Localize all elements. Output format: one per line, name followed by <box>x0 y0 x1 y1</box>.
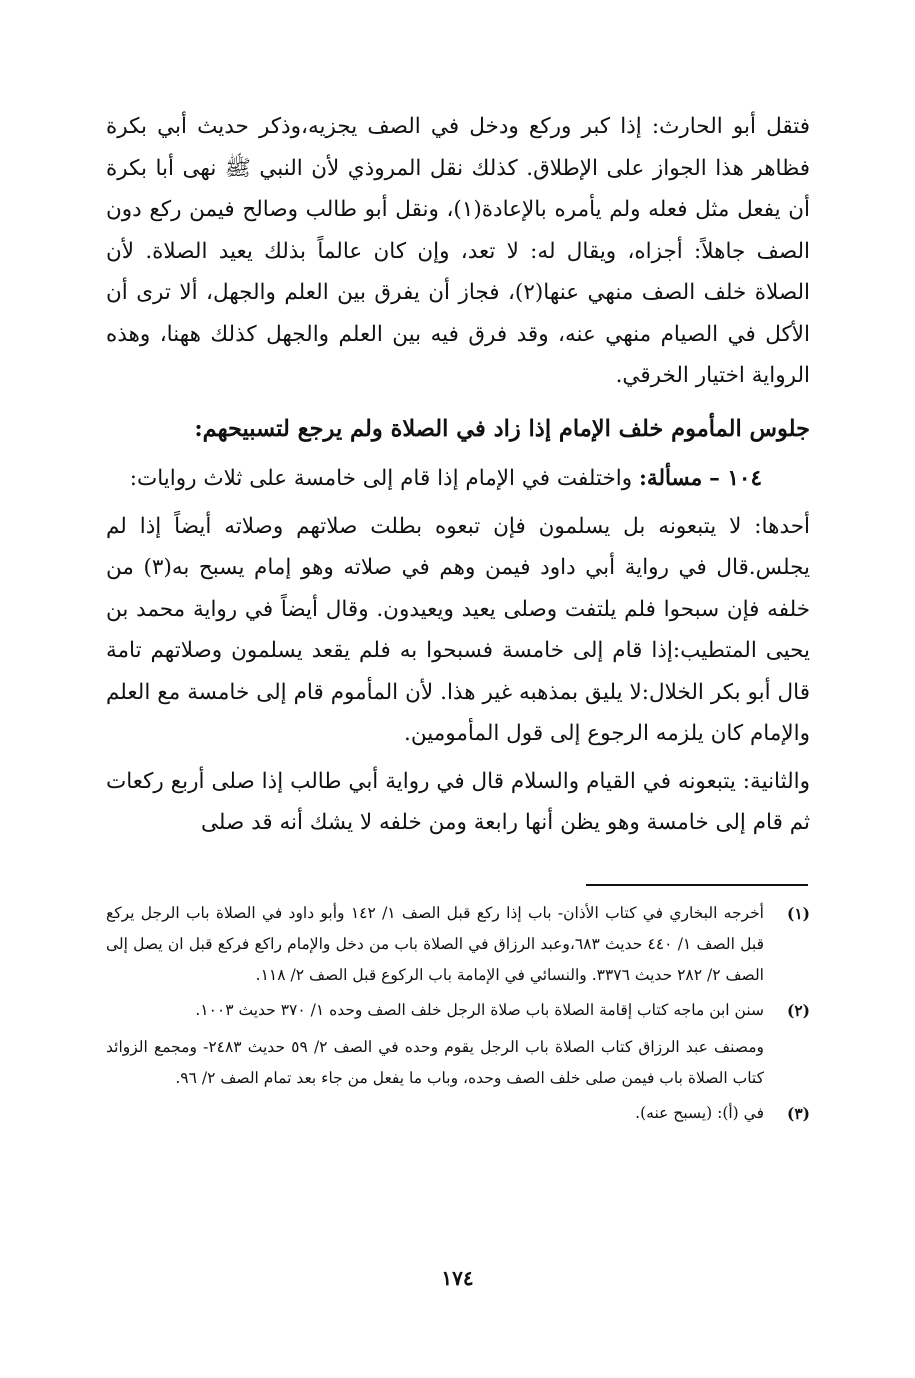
footnote-1 <box>106 898 810 991</box>
footnote-number: (١) <box>786 904 810 923</box>
footnote-3 <box>106 1098 810 1129</box>
footnotes <box>106 898 810 1129</box>
masala-paragraph <box>106 458 810 500</box>
paragraph-2: أحدها: لا يتبعونه بل يسلمون فإن تبعوه بطلت صلاتهم وصلاته أيضاً إذا لم يجلس.قال في رواية أبي داود فيمن وهم في صلاته وهو إمام يسبح به(٣) من خلفه فإن سبحوا فلم يلتفت وصلى يعيد ويعيدون. وقال أيضاً في رواية محمد بن يحيى المتطيب:إذا قام إلى خامسة فسبحوا به فلم يقعد يسلمون وصلاتهم تامة قال أبو بكر الخلال:لا يليق بمذهبه غير هذا. لأن المأموم قام إلى خامسة مع العلم والإمام كان يلزمه الرجوع إلى قول المأمومين. <box>106 513 811 746</box>
section-heading: جلوس المأموم خلف الإمام إذا زاد في الصلاة ولم يرجع لتسبيحهم: <box>194 415 810 442</box>
masala-label: مسألة: <box>638 466 703 491</box>
masala-text: واختلفت في الإمام إذا قام إلى خامسة على ثلاث روايات: <box>129 466 633 491</box>
paragraph-1: فتقل أبو الحارث: إذا كبر وركع ودخل في الصف يجزيه،وذكر حديث أبي بكرة فظاهر هذا الجواز على الإطلاق. كذلك نقل المروذي لأن النبي ﷺ نهى أبا بكرة أن يفعل مثل فعله ولم يأمره بالإعادة(١)، ونقل أبو طالب وصالح فيمن ركع دون الصف جاهلاً: أجزاه، ويقال له: لا تعد، وإن كان عالماً بذلك يعيد الصلاة. لأن الصلاة خلف الصف منهي عنها(٢)، فجاز أن يفرق بين العلم والجهل، ألا ترى أن الأكل في الصيام منهي عنه، وقد فرق فيه بين العلم والجهل كذلك ههنا، وهذه الرواية اختيار الخرقي. <box>106 114 811 388</box>
footnote-number: (٣) <box>786 1104 810 1123</box>
footnote-number: (٢) <box>786 1001 810 1020</box>
main-text <box>106 106 810 844</box>
footnote-2-continuation: ومصنف عبد الرزاق كتاب الصلاة باب الرجل يقوم وحده في الصف ٢/ ٥٩ حديث ٢٤٨٣- ومجمع الزوائد كتاب الصلاة باب فيمن صلى خلف الصف وحده، وباب ما يفعل من جاء بعد تمام الصف ٢/ ٩٦. <box>106 1038 764 1087</box>
paragraph-3: والثانية: يتبعونه في القيام والسلام قال في رواية أبي طالب إذا صلى أربع ركعات ثم قام إلى خامسة وهو يظن أنها رابعة ومن خلفه لا يشك أنه قد صلى <box>106 768 810 835</box>
footnote-text: أخرجه البخاري في كتاب الأذان- باب إذا ركع قبل الصف ١/ ١٤٢ وأبو داود في الصلاة باب الرجل يركع قبل الصف ١/ ٤٤٠ حديث ٦٨٣،وعبد الرزاق في الصلاة باب من دخل والإمام راكع فركع قبل ان يصل إلى الصف ٢/ ٢٨٢ حديث ٣٣٧٦. والنسائي في الإمامة باب الركوع قبل الصف ٢/ ١١٨. <box>106 904 764 984</box>
page-number: ١٧٤ <box>441 1266 474 1290</box>
footnote-2 <box>106 995 810 1026</box>
footnote-text: سنن ابن ماجه كتاب إقامة الصلاة باب صلاة الرجل خلف الصف وحده ١/ ٣٧٠ حديث ١٠٠٣. <box>195 1001 764 1019</box>
footnote-divider <box>586 884 808 886</box>
masala-number: ١٠٤ – <box>709 466 762 491</box>
footnote-text: في (أ): (يسبح عنه). <box>635 1104 764 1122</box>
